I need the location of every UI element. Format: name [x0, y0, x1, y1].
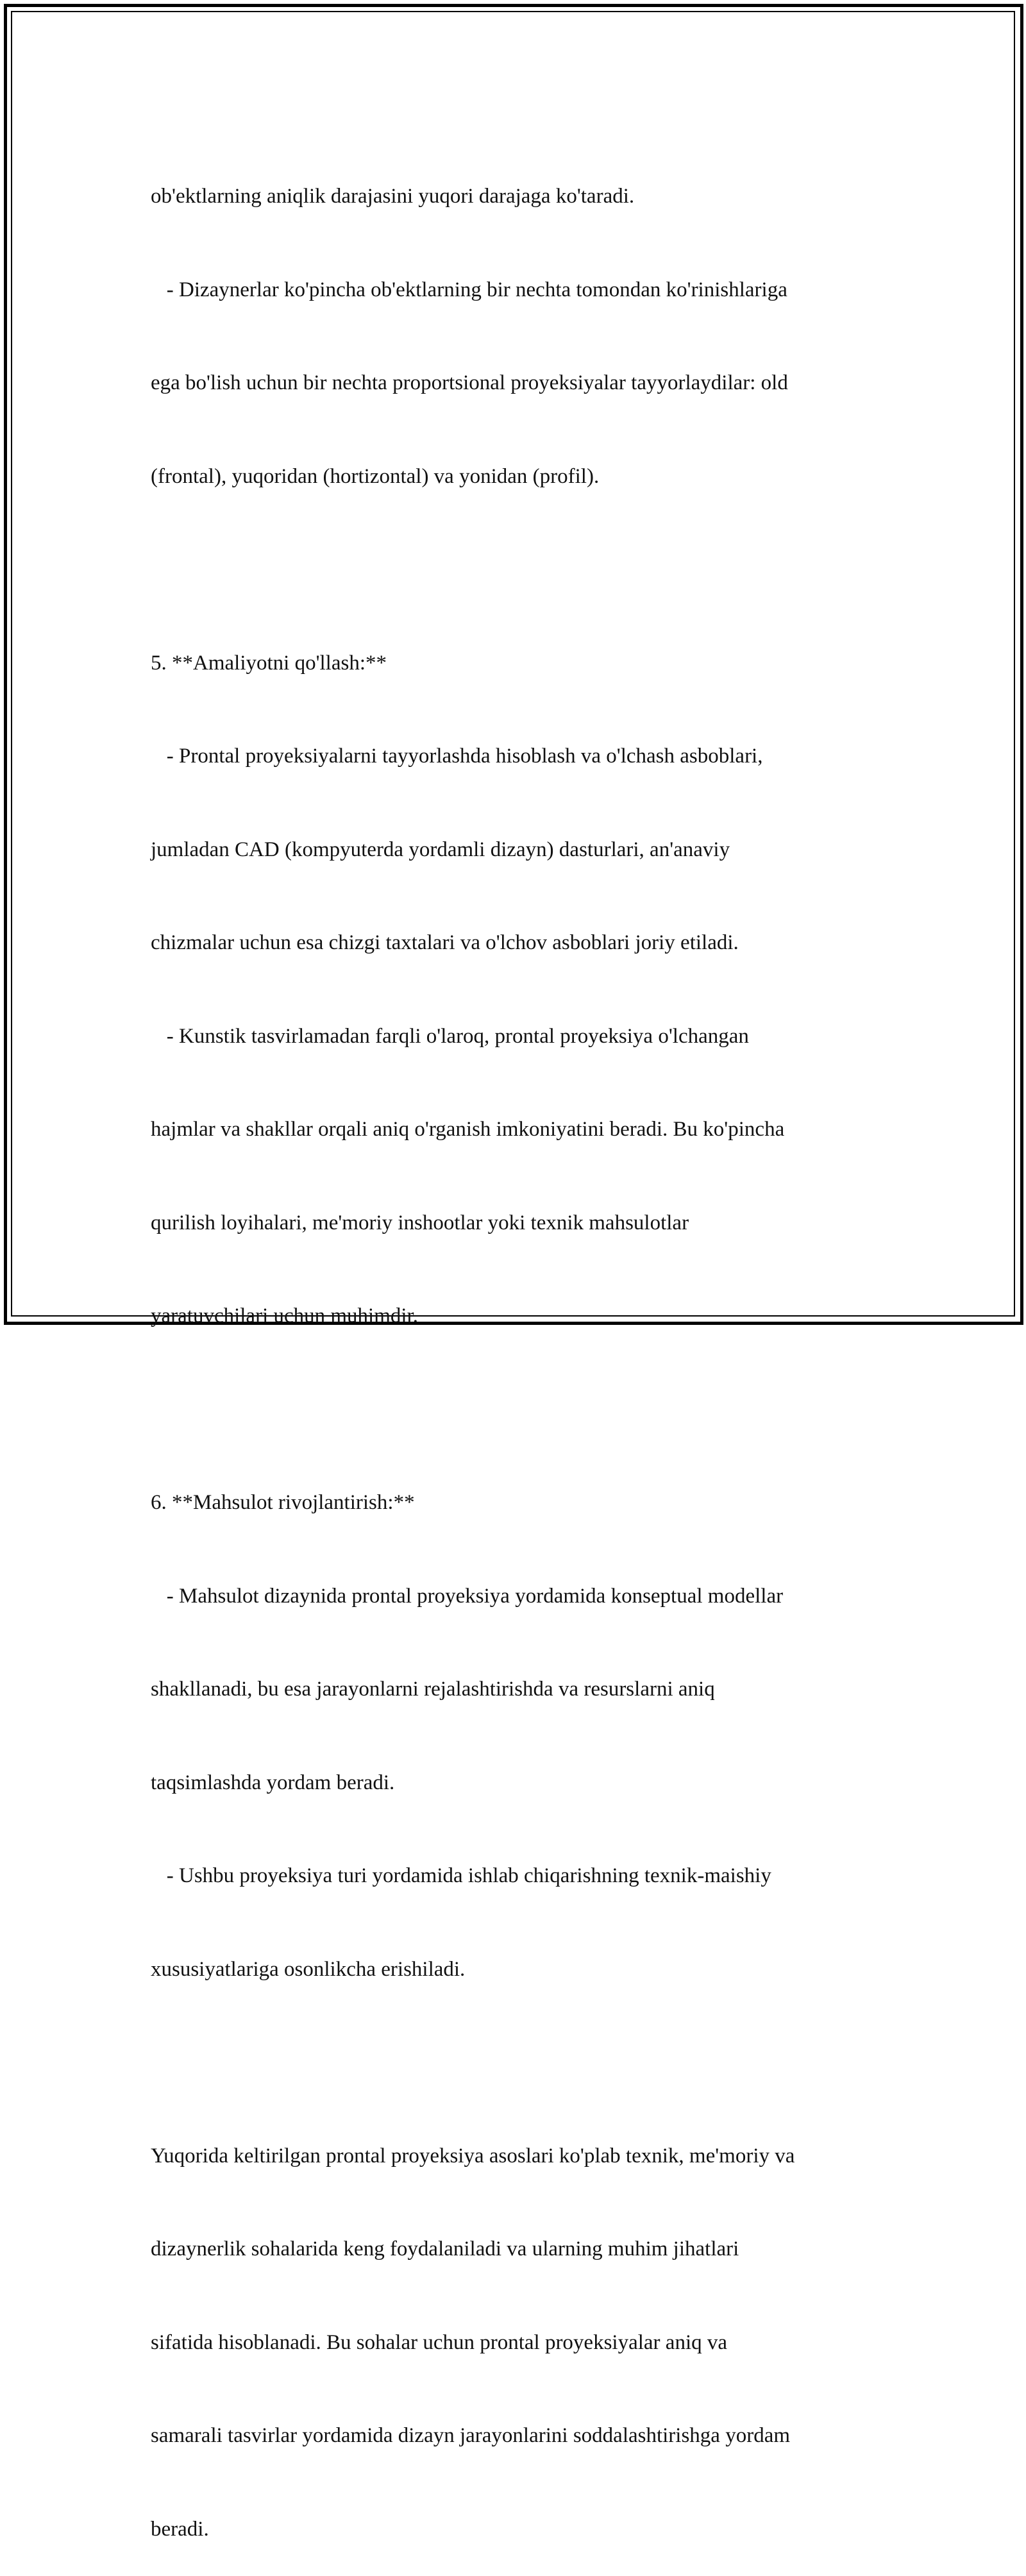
text-line: - Kunstik tasvirlamadan farqli o'laroq, prontal proyeksiya o'lchangan — [151, 1024, 749, 1048]
text-line: chizmalar uchun esa chizgi taxtalari va o'lchov asboblari joriy etiladi. — [151, 931, 739, 954]
blank-line — [151, 1394, 882, 1426]
text-line: jumladan CAD (kompyuterda yordamli dizayn) dasturlari, an'anaviy — [151, 838, 730, 861]
text-line: ega bo'lish uchun bir nechta proportsional proyeksiyalar tayyorlaydilar: old — [151, 371, 788, 394]
text-line: - Dizaynerlar ko'pincha ob'ektlarning bir nechta tomondan ko'rinishlariga — [151, 278, 787, 301]
text-line: - Mahsulot dizaynida prontal proyeksiya yordamida konseptual modellar — [151, 1584, 784, 1608]
text-line: xususiyatlariga osonlikcha erishiladi. — [151, 1957, 466, 1981]
text-line: ob'ektlarning aniqlik darajasini yuqori darajaga ko'taradi. — [151, 185, 635, 208]
conclusion-line: samarali tasvirlar yordamida dizayn jarayonlarini soddalashtirishga yordam — [151, 2424, 791, 2447]
conclusion-line: Yuqorida keltirilgan prontal proyeksiya asoslari ko'plab texnik, me'moriy va — [151, 2144, 795, 2168]
text-line: hajmlar va shakllar orqali aniq o'rganish imkoniyatini beradi. Bu ko'pincha — [151, 1118, 785, 1141]
text-line: qurilish loyihalari, me'moriy inshootlar yoki texnik mahsulotlar — [151, 1211, 689, 1234]
section-heading: 5. **Amaliyotni qo'llash:** — [151, 651, 387, 675]
text-line: - Prontal proyeksiyalarni tayyorlashda hisoblash va o'lchash asboblari, — [151, 745, 763, 768]
blank-line — [151, 2047, 882, 2078]
text-line: taqsimlashda yordam beradi. — [151, 1771, 395, 1794]
conclusion-line: sifatida hisoblanadi. Bu sohalar uchun prontal proyeksiyalar aniq va — [151, 2330, 728, 2354]
document-body — [151, 119, 882, 2576]
text-line: - Ushbu proyeksiya turi yordamida ishlab chiqarishning texnik-maishiy — [151, 1864, 771, 1887]
conclusion-line: beradi. — [151, 2517, 209, 2541]
text-line: yaratuvchilari uchun muhimdir. — [151, 1304, 418, 1327]
text-line: shakllanadi, bu esa jarayonlarni rejalashtirishda va resurslarni aniq — [151, 1678, 715, 1701]
blank-line — [151, 554, 882, 585]
conclusion-line: dizaynerlik sohalarida keng foydalaniladi va ularning muhim jihatlari — [151, 2237, 739, 2260]
text-line: (frontal), yuqoridan (hortizontal) va yonidan (profil). — [151, 464, 600, 488]
section-heading: 6. **Mahsulot rivojlantirish:** — [151, 1491, 415, 1514]
